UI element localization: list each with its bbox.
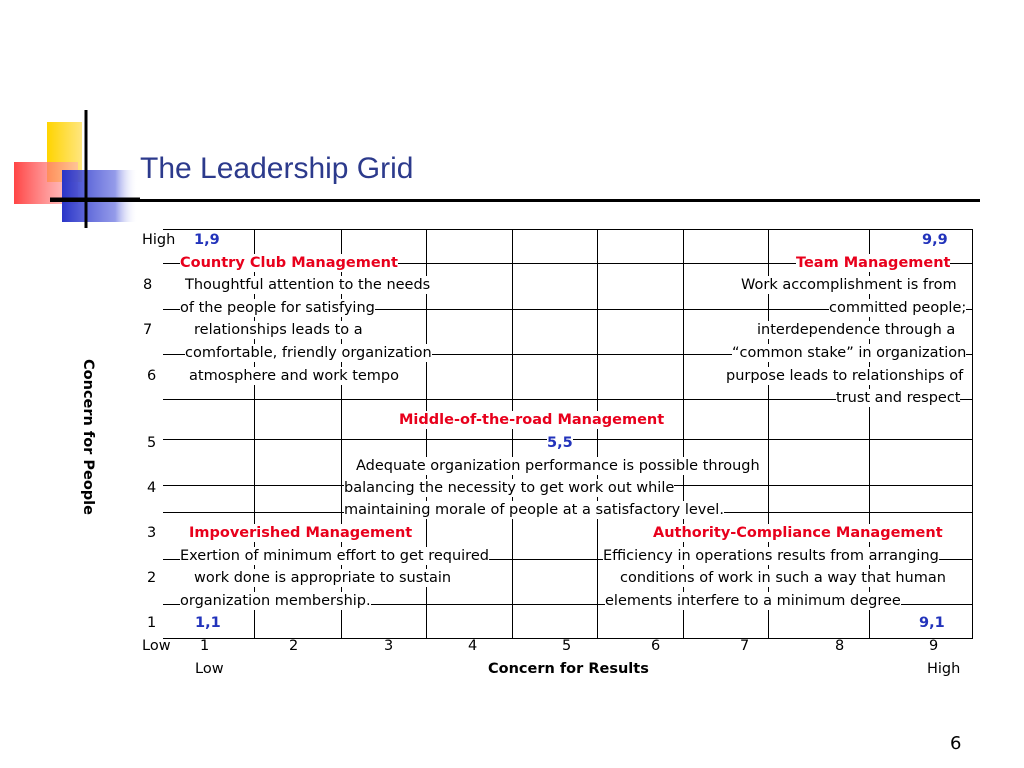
x-axis-low-label: Low <box>195 661 224 677</box>
x-tick-7: 7 <box>740 638 750 654</box>
country-club-line-4: comfortable, friendly organization <box>185 345 432 361</box>
x-tick-3: 3 <box>384 638 394 654</box>
y-tick-8: 8 <box>143 277 153 293</box>
team-line-1: Work accomplishment is from <box>741 277 957 293</box>
page-number: 6 <box>950 733 962 754</box>
middle-line-1: Adequate organization performance is possible through <box>356 458 760 474</box>
authority-line-1: Efficiency in operations results from arranging <box>603 548 939 564</box>
impoverished-line-3: organization membership. <box>180 593 371 609</box>
title-divider <box>50 199 980 202</box>
y-tick-7: 7 <box>143 322 153 338</box>
team-management-label: Team Management <box>796 255 951 271</box>
y-tick-2: 2 <box>147 570 157 586</box>
y-axis-high-label: High <box>142 232 176 248</box>
coord-9-1: 9,1 <box>919 615 945 631</box>
authority-line-3: elements interfere to a minimum degree <box>605 593 901 609</box>
country-club-line-5: atmosphere and work tempo <box>189 368 400 384</box>
x-tick-2: 2 <box>289 638 299 654</box>
team-line-3: interdependence through a <box>757 322 956 338</box>
country-club-line-3: relationships leads to a <box>194 322 363 338</box>
team-line-5: purpose leads to relationships of <box>726 368 964 384</box>
x-axis-low-corner-label: Low <box>142 638 171 654</box>
authority-compliance-management-label: Authority-Compliance Management <box>653 525 943 541</box>
x-tick-6: 6 <box>651 638 661 654</box>
x-tick-8: 8 <box>835 638 845 654</box>
x-tick-9: 9 <box>929 638 939 654</box>
authority-line-2: conditions of work in such a way that human <box>620 570 946 586</box>
y-tick-3: 3 <box>147 525 157 541</box>
y-axis-title: Concern for People <box>80 359 96 515</box>
x-tick-4: 4 <box>468 638 478 654</box>
x-axis-high-label: High <box>927 661 961 677</box>
coord-1-9: 1,9 <box>194 232 220 248</box>
country-club-line-1: Thoughtful attention to the needs <box>185 277 431 293</box>
slide-logo-graphic <box>0 110 140 230</box>
y-tick-4: 4 <box>147 480 157 496</box>
team-line-2: committed people; <box>829 300 967 316</box>
country-club-management-label: Country Club Management <box>180 255 398 271</box>
middle-of-the-road-management-label: Middle-of-the-road Management <box>399 412 665 428</box>
impoverished-management-label: Impoverished Management <box>189 525 413 541</box>
y-tick-1: 1 <box>147 615 157 631</box>
coord-9-9: 9,9 <box>922 232 948 248</box>
y-tick-5: 5 <box>147 435 157 451</box>
x-tick-5: 5 <box>562 638 572 654</box>
team-line-4: “common stake” in organization <box>732 345 967 361</box>
y-tick-6: 6 <box>147 368 157 384</box>
team-line-6: trust and respect <box>836 390 961 406</box>
middle-line-2: balancing the necessity to get work out while <box>344 480 675 496</box>
impoverished-line-1: Exertion of minimum effort to get required <box>180 548 489 564</box>
logo-blue-square <box>62 170 138 222</box>
coord-1-1: 1,1 <box>195 615 221 631</box>
x-tick-1: 1 <box>200 638 210 654</box>
impoverished-line-2: work done is appropriate to sustain <box>194 570 452 586</box>
coord-5-5: 5,5 <box>547 435 573 451</box>
country-club-line-2: of the people for satisfying <box>180 300 375 316</box>
middle-line-3: maintaining morale of people at a satisfactory level. <box>344 502 724 518</box>
x-axis-title: Concern for Results <box>488 661 649 677</box>
slide-title: The Leadership Grid <box>140 152 414 185</box>
